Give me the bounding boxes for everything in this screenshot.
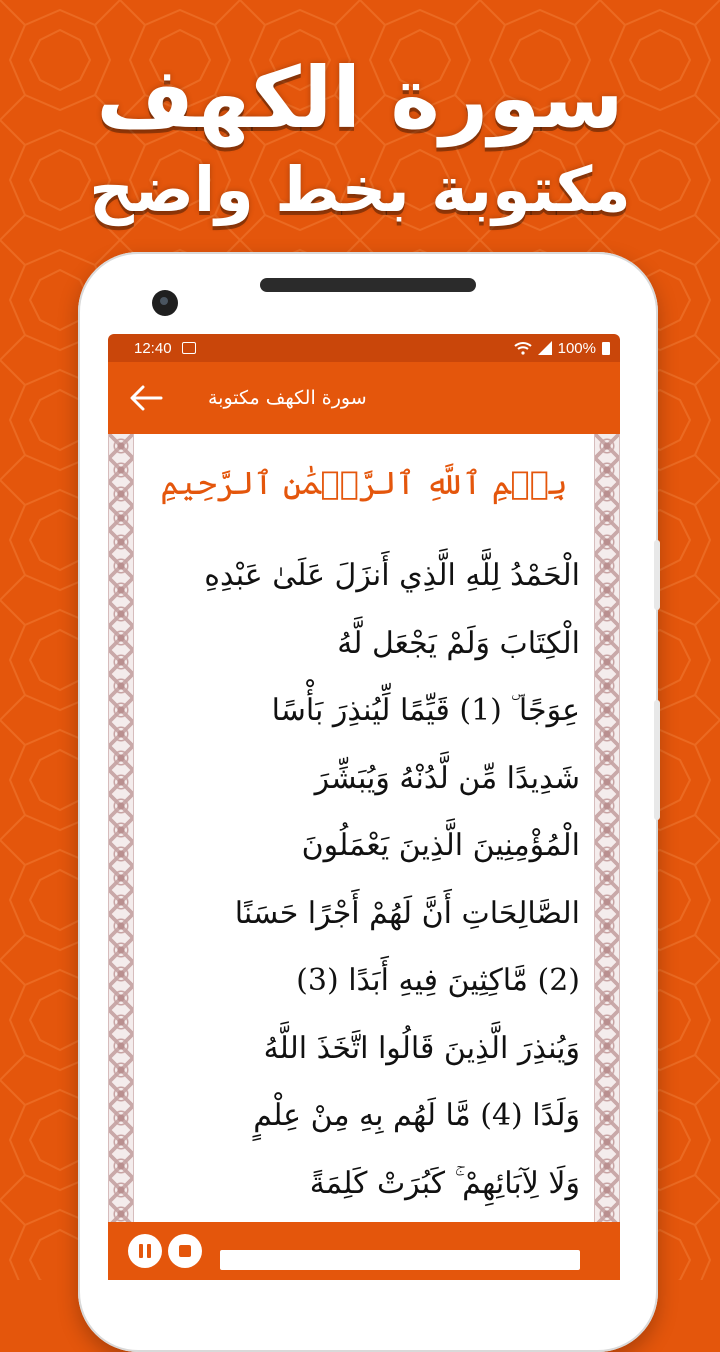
phone-speaker bbox=[260, 278, 476, 292]
verse-text bbox=[148, 542, 580, 1217]
promo-subheadline: مكتوبة بخط واضح bbox=[89, 153, 631, 226]
verse-line: الْكِتَابَ وَلَمْ يَجْعَل لَّهُ bbox=[337, 625, 580, 661]
pause-button[interactable] bbox=[128, 1234, 162, 1268]
basmala: بِسۡمِ ٱللَّهِ ٱلرَّحۡمَٰنِ ٱلرَّحِيمِ bbox=[160, 464, 568, 502]
audio-progress-bar[interactable] bbox=[220, 1250, 580, 1270]
verse-line: وَيُنذِرَ الَّذِينَ قَالُوا اتَّخَذَ اللَّهُ bbox=[263, 1030, 580, 1066]
verse-line: شَدِيدًا مِّن لَّدُنْهُ وَيُبَشِّرَ bbox=[314, 760, 580, 796]
arrow-left-icon bbox=[129, 385, 163, 411]
app-bar-title: سورة الكهف مكتوبة bbox=[208, 387, 367, 409]
decorative-border-right bbox=[594, 434, 620, 1222]
app-screen bbox=[108, 334, 620, 1280]
status-time: 12:40 bbox=[134, 339, 172, 357]
phone-camera bbox=[152, 290, 178, 316]
back-button[interactable] bbox=[126, 378, 166, 418]
battery-percent: 100% bbox=[557, 339, 596, 357]
stop-icon bbox=[179, 1245, 191, 1257]
audio-player bbox=[108, 1222, 620, 1280]
verse-line: الْمُؤْمِنِينَ الَّذِينَ يَعْمَلُونَ bbox=[301, 828, 580, 863]
promo-headline: سورة الكهف bbox=[96, 49, 624, 147]
phone-volume-button bbox=[654, 540, 660, 610]
verse-line: الْحَمْدُ لِلَّهِ الَّذِي أَنزَلَ عَلَىٰ عَبْدِهِ bbox=[204, 558, 580, 593]
app-bar bbox=[108, 362, 620, 434]
verse-line: وَلَدًا (4) مَّا لَهُم بِهِ مِنْ عِلْمٍ bbox=[253, 1098, 580, 1133]
stop-button[interactable] bbox=[168, 1234, 202, 1268]
status-bar bbox=[108, 334, 620, 362]
phone-power-button bbox=[654, 700, 660, 820]
signal-icon bbox=[538, 341, 552, 355]
image-icon bbox=[182, 342, 196, 354]
battery-icon bbox=[602, 342, 610, 355]
wifi-icon bbox=[514, 341, 532, 355]
verse-line: وَلَا لِآبَائِهِمْ ۚ كَبُرَتْ كَلِمَةً bbox=[309, 1165, 580, 1201]
pause-icon bbox=[138, 1244, 152, 1258]
decorative-border-left bbox=[108, 434, 134, 1222]
verse-line: الصَّالِحَاتِ أَنَّ لَهُمْ أَجْرًا حَسَنًا bbox=[234, 895, 580, 931]
surah-reader[interactable] bbox=[108, 434, 620, 1222]
verse-line: عِوَجًا ۜ (1) قَيِّمًا لِّيُنذِرَ بَأْسًا bbox=[271, 693, 580, 728]
verse-line: (2) مَّاكِثِينَ فِيهِ أَبَدًا (3) bbox=[296, 963, 580, 998]
